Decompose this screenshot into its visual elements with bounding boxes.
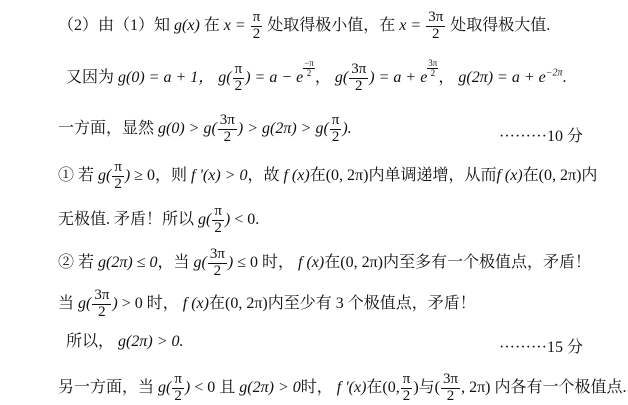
math: g(2π) > 0. (118, 333, 184, 350)
text: . (562, 69, 567, 86)
denominator: 2 (214, 219, 222, 236)
text: 在 (366, 378, 383, 396)
fraction-pi-over-2 (172, 372, 184, 405)
math: g(2π) > 0 (239, 378, 301, 396)
math: ) (184, 378, 191, 396)
text: ① 若 (58, 166, 95, 184)
text: 处取得极小值，在 (267, 16, 396, 34)
denominator: 2 (430, 68, 436, 78)
math: g( (198, 210, 212, 228)
numerator: 3π (209, 246, 225, 262)
math: ) (224, 210, 231, 228)
line-8 (66, 334, 183, 350)
math: g(0) > g( (158, 119, 217, 137)
math: f (x) (496, 166, 523, 184)
text: ，故 (247, 166, 280, 184)
math: = a − e (254, 69, 304, 86)
numerator: π (174, 371, 182, 387)
numerator: 3π (219, 112, 235, 128)
math: ) (112, 294, 118, 312)
math-x-eq: x = (223, 16, 246, 34)
fraction-3pi-over-2 (349, 62, 368, 95)
math: f '(x) > 0 (191, 166, 248, 184)
math: (0, 2π) (225, 294, 268, 312)
text: < 0 且 (194, 378, 236, 396)
text: < 0. (234, 210, 260, 228)
math: (0, (382, 378, 400, 396)
denominator: 2 (114, 175, 122, 192)
text: 在 (522, 166, 539, 184)
text: ≥ 0，则 (134, 166, 188, 184)
math: g( (218, 69, 232, 86)
exponent-neg-pi-over-2 (303, 59, 315, 78)
math: g( (158, 378, 172, 396)
numerator: 3π (428, 9, 444, 25)
math-g0: g(0) = a + 1， (118, 69, 215, 86)
text: > 0 时， (121, 294, 179, 312)
denominator: 2 (431, 25, 440, 42)
math: ) (124, 166, 131, 184)
text: ，当 (157, 253, 190, 271)
text: 在 (208, 294, 225, 312)
fraction-3pi-over-2 (92, 288, 111, 321)
text: ， (314, 69, 331, 86)
numerator: π (234, 61, 243, 78)
fraction-3pi-over-2 (218, 113, 237, 146)
text: , 2π) 内各有一个极值点. (461, 378, 627, 396)
denominator: 2 (234, 77, 243, 94)
text: 无极值. 矛盾！所以 (58, 210, 195, 228)
math: (0, 2π) (538, 166, 582, 184)
math: ). (342, 119, 352, 137)
numerator: 3π (442, 371, 459, 387)
fraction-pi-over-2 (112, 160, 124, 193)
numerator: π (402, 371, 411, 387)
denominator: 2 (98, 303, 106, 320)
line-9 (58, 372, 626, 405)
math-gx: g(x) (174, 16, 200, 34)
text: 处取得极大值. (450, 16, 551, 34)
math: ) (245, 69, 251, 86)
text: )与( (413, 378, 440, 396)
math: ) (227, 253, 234, 271)
line-5 (58, 204, 259, 237)
numerator: π (214, 203, 222, 219)
text: 当 (58, 294, 75, 312)
fraction-pi-over-2 (212, 204, 224, 237)
numerator: π (252, 9, 261, 25)
line-6 (58, 247, 591, 280)
line-3 (58, 113, 352, 146)
text: ② 若 (58, 253, 95, 271)
line-2 (66, 59, 567, 95)
fraction-pi-over-2 (233, 62, 245, 95)
denominator: 2 (402, 387, 411, 404)
text: 在 (309, 166, 326, 184)
math: = a + e (378, 69, 428, 86)
text: （2）由（1）知 (58, 16, 171, 34)
math-x-eq: x = (399, 16, 422, 34)
math: (0, 2π) (340, 253, 383, 271)
math: g( (334, 69, 349, 86)
denominator: 2 (354, 77, 363, 94)
denominator: 2 (252, 25, 261, 42)
text: 在 (203, 16, 220, 34)
math: f (x) (298, 253, 325, 271)
fraction-3pi-over-2 (441, 372, 460, 405)
exponent-3pi-over-2 (427, 59, 438, 78)
denominator: 2 (306, 68, 312, 78)
numerator: 3π (351, 61, 367, 78)
numerator: π (114, 159, 122, 175)
denominator: 2 (446, 387, 455, 404)
text: ， (438, 69, 455, 86)
line-7 (58, 288, 476, 321)
numerator: π (331, 112, 340, 128)
math: ) > g(2π) > g( (237, 119, 329, 137)
minus: − (304, 58, 310, 68)
denominator: 2 (174, 387, 182, 404)
text: 另一方面，当 (58, 378, 155, 396)
text: 内至少有 3 个极值点，矛盾！ (267, 294, 476, 312)
math: g( (78, 294, 92, 312)
text: ≤ 0 时， (237, 253, 295, 271)
exponent: −2π (545, 67, 563, 79)
math: (0, 2π) (325, 166, 369, 184)
math: f (x) (283, 166, 310, 184)
fraction-pi-over-2 (401, 372, 413, 405)
denominator: 2 (213, 262, 222, 279)
numerator: 3π (428, 58, 438, 68)
text: 又因为 (66, 69, 115, 86)
text: 在 (324, 253, 341, 271)
text: 内 (581, 166, 598, 184)
text: 一方面，显然 (58, 119, 155, 137)
denominator: 2 (223, 128, 232, 145)
fraction-3pi-over-2 (208, 247, 227, 280)
math: g( (193, 253, 207, 271)
math: f (x) (182, 294, 209, 312)
score-15: ·········15 分 (499, 339, 583, 356)
text: 时， (300, 378, 333, 396)
numerator: π (309, 58, 314, 68)
denominator: 2 (331, 128, 340, 145)
text: 内至多有一个极值点，矛盾！ (382, 253, 591, 271)
text: 内单调递增，从而 (368, 166, 497, 184)
fraction-3pi-over-2 (426, 10, 445, 43)
math: g(2π) = a + e (458, 69, 546, 86)
math: f '(x) (336, 378, 367, 396)
score-10: ·········10 分 (499, 128, 583, 145)
math: g(2π) ≤ 0 (98, 253, 158, 271)
math: g( (98, 166, 112, 184)
line-1 (58, 10, 550, 43)
text: 所以， (66, 333, 115, 350)
fraction-pi-over-2 (251, 10, 263, 43)
math: ) (369, 69, 375, 86)
numerator: 3π (94, 287, 110, 303)
line-4 (58, 160, 597, 193)
fraction-pi-over-2 (330, 113, 342, 146)
